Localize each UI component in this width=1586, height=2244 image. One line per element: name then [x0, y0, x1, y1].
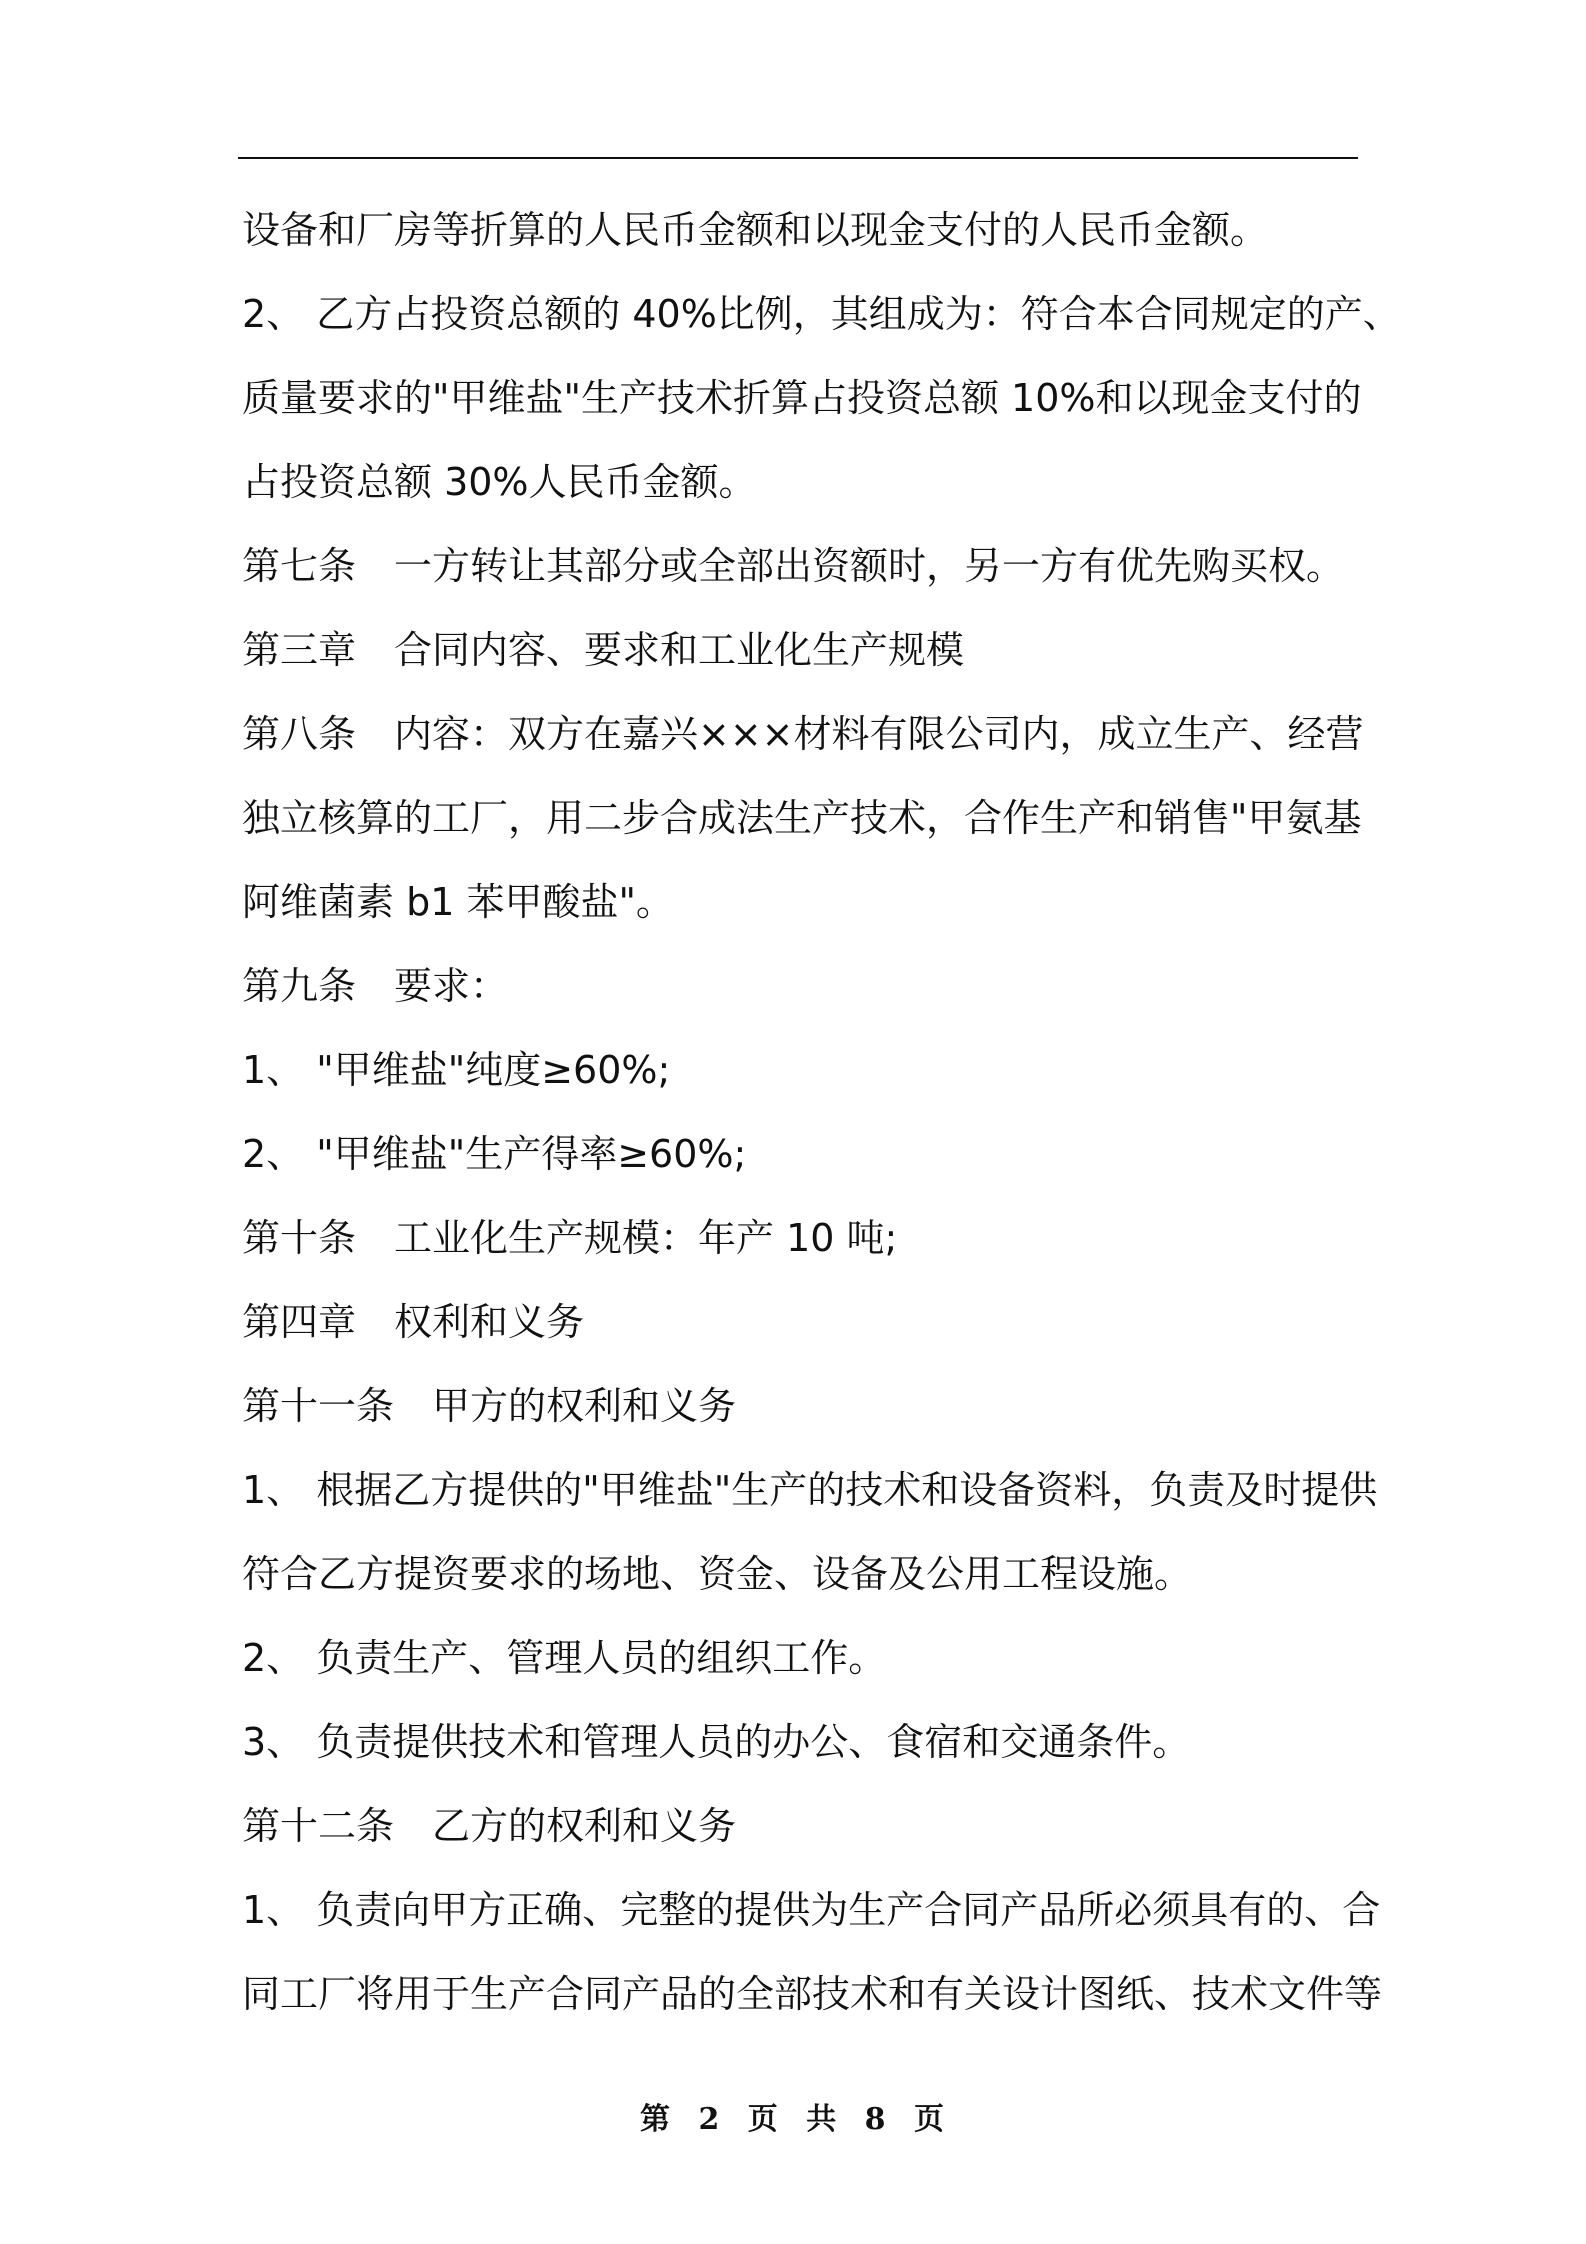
text-line: 2、 乙方占投资总额的 40%比例，其组成为：符合本合同规定的产、 — [242, 292, 1401, 336]
body-text — [242, 188, 1401, 2036]
article-10: 第十条 工业化生产规模：年产 10 吨; — [242, 1216, 898, 1260]
text-line: 符合乙方提资要求的场地、资金、设备及公用工程设施。 — [242, 1552, 1193, 1596]
list-item: 1、 根据乙方提供的"甲维盐"生产的技术和设备资料，负责及时提供 — [242, 1468, 1378, 1512]
article-7: 第七条 一方转让其部分或全部出资额时，另一方有优先购买权。 — [242, 544, 1345, 588]
text-line: 占投资总额 30%人民币金额。 — [242, 460, 757, 504]
article-12: 第十二条 乙方的权利和义务 — [242, 1804, 737, 1848]
total-pages-number: 8 — [864, 2102, 888, 2137]
current-page-number: 2 — [698, 2102, 722, 2137]
footer-suffix: 页 — [914, 2102, 946, 2137]
list-item: 2、 负责生产、管理人员的组织工作。 — [242, 1636, 887, 1680]
text-line: 质量要求的"甲维盐"生产技术折算占投资总额 10%和以现金支付的 — [242, 376, 1362, 420]
chapter-3-heading: 第三章 合同内容、要求和工业化生产规模 — [242, 628, 965, 672]
list-item: 3、 负责提供技术和管理人员的办公、食宿和交通条件。 — [242, 1720, 1191, 1764]
article-8: 第八条 内容：双方在嘉兴×××材料有限公司内，成立生产、经营 — [242, 712, 1364, 756]
text-line: 阿维菌素 b1 苯甲酸盐"。 — [242, 880, 674, 924]
footer-prefix: 第 — [639, 2102, 672, 2137]
text-line: 独立核算的工厂，用二步合成法生产技术，合作生产和销售"甲氨基 — [242, 796, 1362, 840]
chapter-4-heading: 第四章 权利和义务 — [242, 1300, 585, 1344]
footer-page-word: 页 — [747, 2102, 780, 2137]
list-item: 1、 负责向甲方正确、完整的提供为生产合同产品所必须具有的、合 — [242, 1888, 1381, 1932]
header-rule — [238, 157, 1358, 159]
page-footer — [0, 2094, 1586, 2138]
list-item: 1、 "甲维盐"纯度≥60%; — [242, 1048, 671, 1092]
article-9: 第九条 要求： — [242, 964, 509, 1008]
text-line: 同工厂将用于生产合同产品的全部技术和有关设计图纸、技术文件等 — [242, 1972, 1383, 2016]
text-line: 设备和厂房等折算的人民币金额和以现金支付的人民币金额。 — [242, 208, 1269, 252]
footer-total-word: 共 — [806, 2102, 839, 2137]
article-11: 第十一条 甲方的权利和义务 — [242, 1384, 737, 1428]
list-item: 2、 "甲维盐"生产得率≥60%; — [242, 1132, 747, 1176]
